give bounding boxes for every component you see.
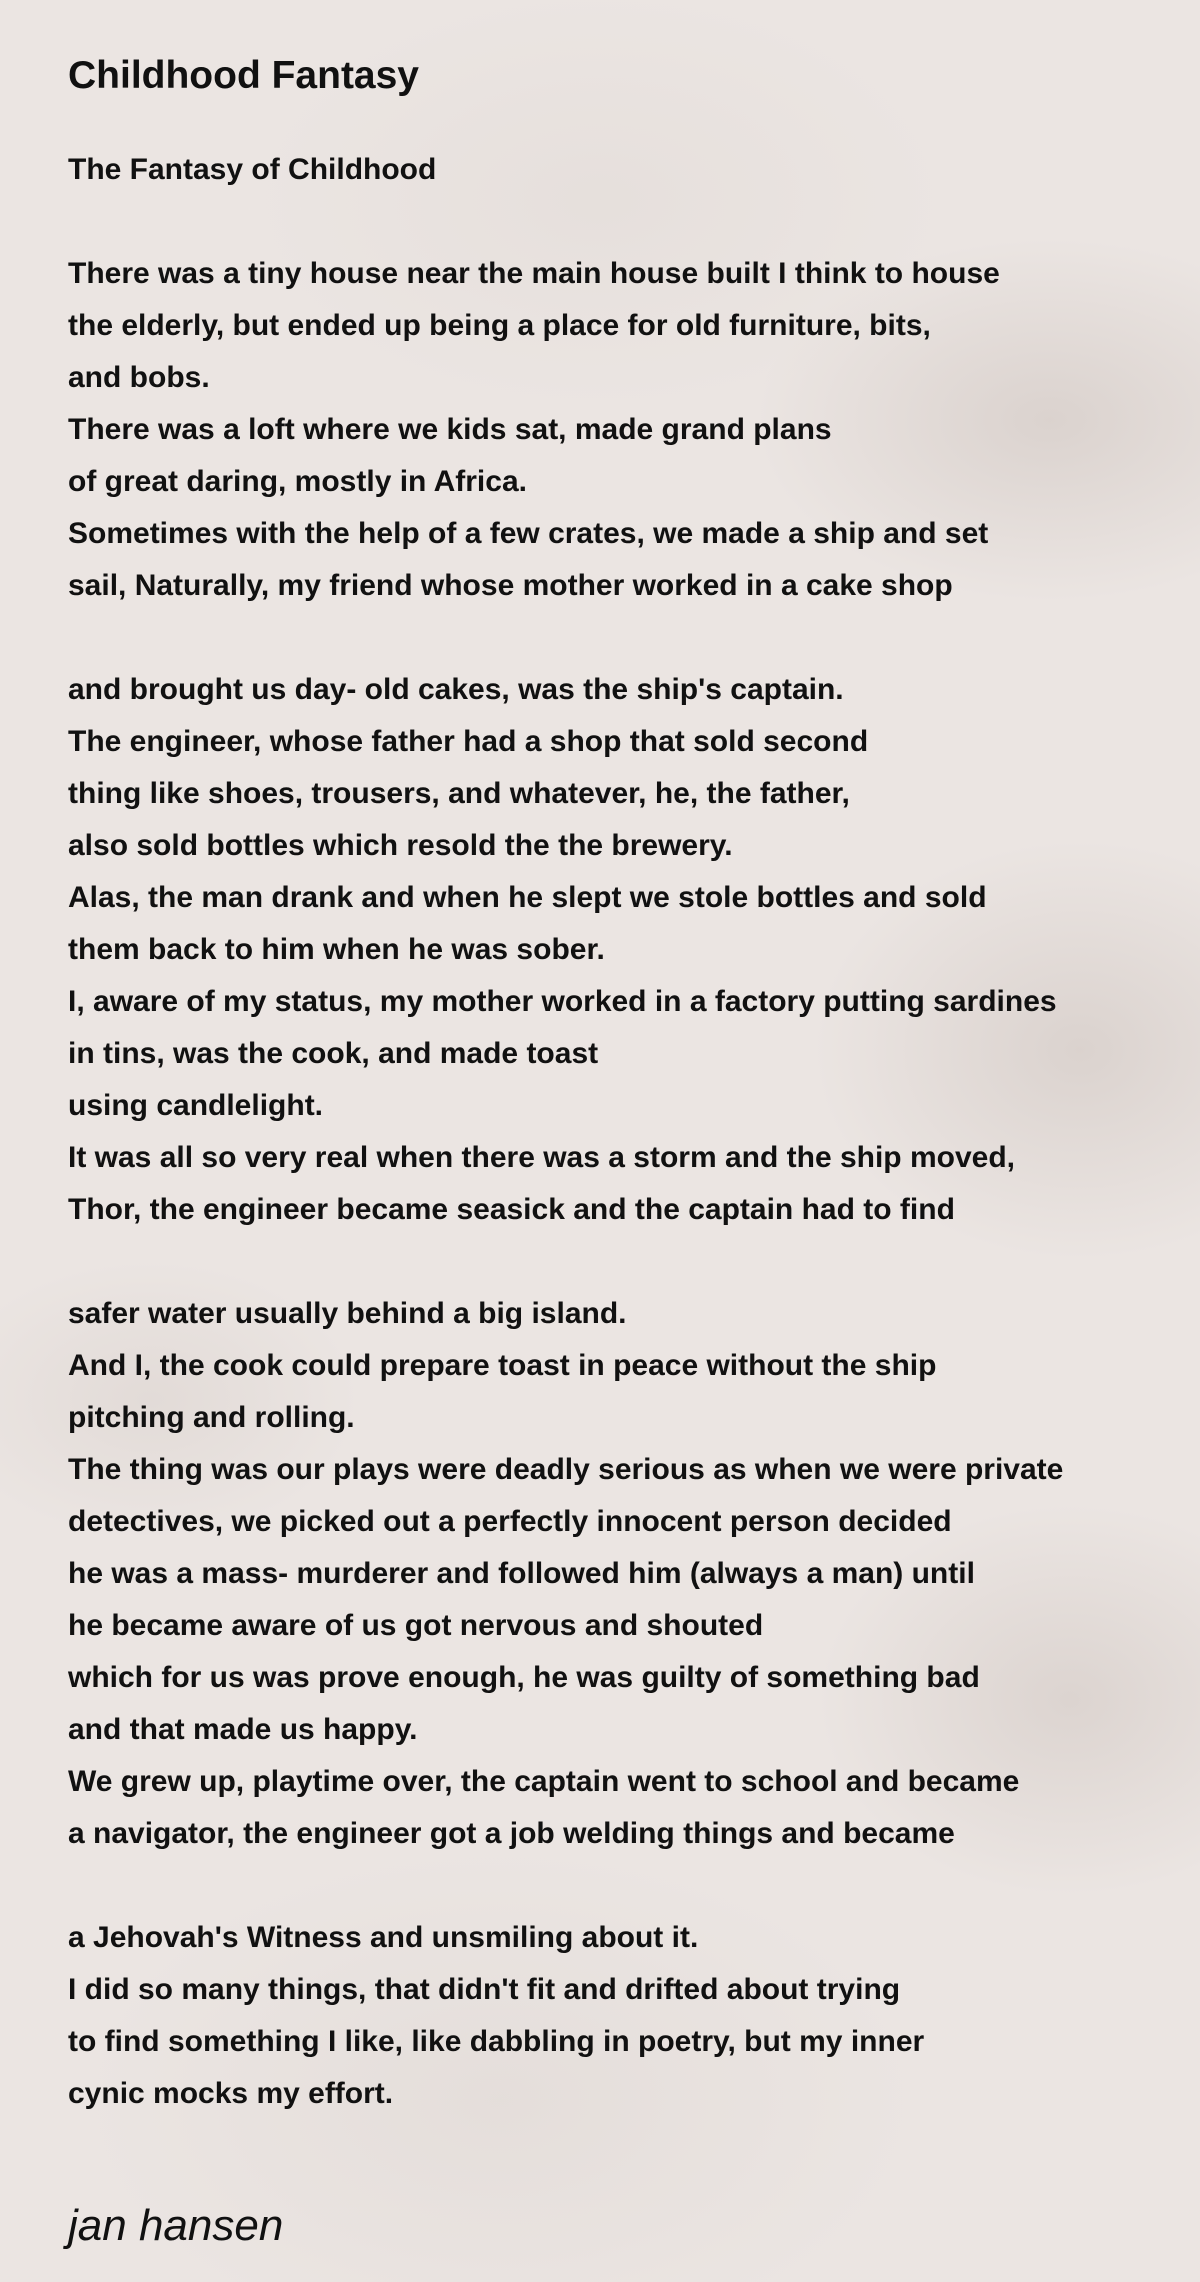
poem-line: and that made us happy. [68, 1713, 418, 1746]
poem-line: of great daring, mostly in Africa. [68, 465, 527, 498]
poem-line: using candlelight. [68, 1089, 324, 1122]
poem-line: There was a loft where we kids sat, made grand plans [68, 413, 832, 446]
stanza [68, 1912, 1168, 2120]
poem-body [68, 248, 1168, 2120]
poem-line: detectives, we picked out a perfectly innocent person decided [68, 1505, 952, 1538]
stanza [68, 248, 1168, 612]
poem-line: also sold bottles which resold the the brewery. [68, 829, 733, 862]
poem-line: The engineer, whose father had a shop that sold second [68, 725, 869, 758]
stanza [68, 664, 1168, 1236]
poem-line: safer water usually behind a big island. [68, 1297, 627, 1330]
poem-line: thing like shoes, trousers, and whatever, he, the father, [68, 777, 850, 810]
poem-line: Sometimes with the help of a few crates, we made a ship and set [68, 517, 989, 550]
poem-line: them back to him when he was sober. [68, 933, 605, 966]
poem-subtitle: The Fantasy of Childhood [68, 153, 437, 186]
poem-line: Alas, the man drank and when he slept we stole bottles and sold [68, 881, 987, 914]
poem-line: sail, Naturally, my friend whose mother worked in a cake shop [68, 569, 953, 602]
poem-line: cynic mocks my effort. [68, 2077, 394, 2110]
poem-line: I did so many things, that didn't fit and drifted about trying [68, 1973, 901, 2006]
poem-line: he became aware of us got nervous and shouted [68, 1609, 764, 1642]
poem-line: which for us was prove enough, he was guilty of something bad [68, 1661, 980, 1694]
poem-line: I, aware of my status, my mother worked in a factory putting sardines [68, 985, 1057, 1018]
poem-line: And I, the cook could prepare toast in peace without the ship [68, 1349, 937, 1382]
poem-line: There was a tiny house near the main house built I think to house [68, 257, 1000, 290]
poem-line: a Jehovah's Witness and unsmiling about it. [68, 1921, 699, 1954]
poem-line: pitching and rolling. [68, 1401, 355, 1434]
poem-line: and bobs. [68, 361, 210, 394]
poem-title: Childhood Fantasy [68, 54, 419, 97]
poem-line: he was a mass- murderer and followed him (always a man) until [68, 1557, 975, 1590]
poem-line: in tins, was the cook, and made toast [68, 1037, 599, 1070]
poem-line: and brought us day- old cakes, was the ship's captain. [68, 673, 844, 706]
poem-line: Thor, the engineer became seasick and the captain had to find [68, 1193, 955, 1226]
poem-author: jan hansen [68, 2201, 284, 2250]
poem-line: a navigator, the engineer got a job welding things and became [68, 1817, 955, 1850]
poem-line: It was all so very real when there was a storm and the ship moved, [68, 1141, 1015, 1174]
poem-line: to find something I like, like dabbling in poetry, but my inner [68, 2025, 925, 2058]
poem-line: the elderly, but ended up being a place for old furniture, bits, [68, 309, 931, 342]
poem-line: We grew up, playtime over, the captain went to school and became [68, 1765, 1020, 1798]
poem-line: The thing was our plays were deadly serious as when we were private [68, 1453, 1064, 1486]
poem-page [68, 50, 1168, 2254]
stanza [68, 1288, 1168, 1860]
